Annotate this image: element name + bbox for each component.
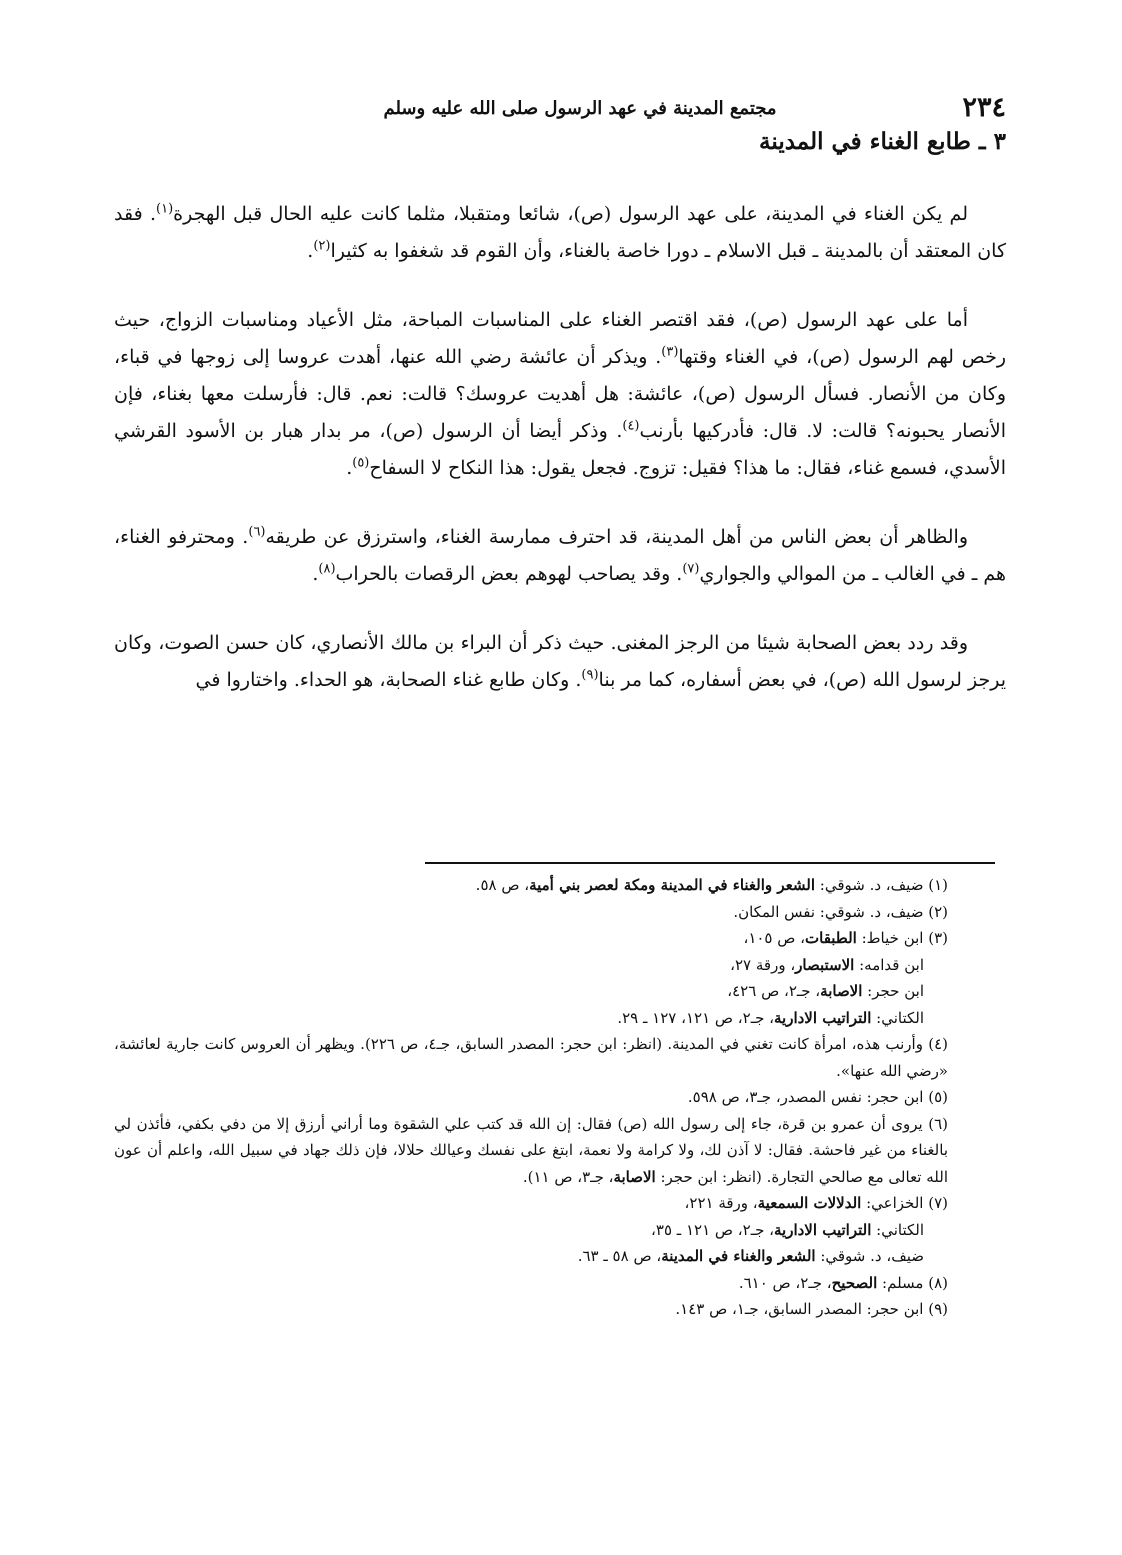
footnote — [114, 1190, 1006, 1217]
footnote-source-title: الشعر والغناء في المدينة — [661, 1247, 816, 1265]
footnote-source-title: التراتيب الادارية — [773, 1008, 872, 1027]
footnote-ref: (٩) — [581, 667, 599, 683]
paragraph-text: والظاهر أن بعض الناس من أهل المدينة، قد احترف ممارسة الغناء، واسترزق عن طريقه — [265, 526, 968, 548]
paragraph-text: . فقد كان المعتقد أن بالمدينة ـ قبل الاسلام ـ دورا خاصة بالغناء، وأن القوم قد شغفوا به كثيرا — [114, 203, 1006, 262]
paragraph-text: . ومحترفو الغناء، هم ـ في الغالب ـ من الموالي والجواري — [114, 526, 1006, 585]
page-header — [114, 92, 1006, 128]
footnote-text: (٧) الخزاعي: — [861, 1194, 948, 1212]
footnote-ref: (٧) — [682, 561, 700, 577]
footnote-continuation — [114, 1005, 1006, 1032]
footnote-text: ، جـ٢، ص ٦١٠. — [738, 1273, 832, 1292]
paragraph-text: . ويذكر أن عائشة رضي الله عنها، أهدت عروسا إلى زوجها في قباء، وكان من الأنصار. فسأل الرسول (ص)، عائشة: هل أهديت عروسك؟ قالت: نعم. قال: فأرسلت معها بغناء، فإن الأنصار يحبونه؟ قالت: لا. قال: فأدركيها بأرنب — [114, 346, 1006, 442]
paragraph-text: . — [312, 563, 319, 585]
footnote-source-title: الاصابة — [820, 982, 863, 1000]
footnote-text: ، ص ٥٨ ـ ٦٣. — [577, 1247, 662, 1265]
footnote-divider — [425, 862, 995, 864]
footnote-source-title: الطبقات — [805, 929, 857, 947]
footnote — [114, 1111, 1006, 1191]
footnote — [114, 1031, 1006, 1084]
footnote-ref: (٤) — [622, 418, 640, 434]
footnote-text: (٣) ابن خياط: — [856, 929, 948, 947]
paragraph — [114, 519, 1006, 593]
paragraph-text: أما على عهد الرسول (ص)، فقد اقتصر الغناء على المناسبات المباحة، مثل الأعياد ومناسبات الزواج، حيث رخص لهم الرسول (ص)، في الغناء وقتها — [114, 309, 1007, 368]
footnote-text: ، ص ١٠٥، — [743, 929, 805, 947]
footnote — [114, 925, 1006, 952]
footnote-text: الكتاني: — [871, 1220, 924, 1239]
footnote-text: ، جـ٢، ص ٤٢٦، — [727, 982, 821, 1000]
footnote-text: ، ورقة ٢٧، — [730, 955, 796, 974]
footnote-ref: (٣) — [661, 344, 679, 360]
footnote — [114, 1084, 1006, 1111]
footnote-source-title: الصحيح — [831, 1273, 878, 1292]
section-title: ٣ ـ طابع الغناء في المدينة — [759, 128, 1006, 155]
paragraph-text: . وقد يصاحب لهوهم بعض الرقصات بالحراب — [335, 563, 683, 585]
footnote-text: ضيف، د. شوقي: — [815, 1247, 924, 1265]
footnote-text: (٥) ابن حجر: نفس المصدر، جـ٣، ص ٥٩٨. — [687, 1088, 948, 1106]
paragraph — [114, 196, 1006, 270]
body-text — [114, 196, 1006, 731]
footnote-text: ، جـ٢، ص ١٢١ ـ ٣٥، — [651, 1220, 774, 1239]
footnote — [114, 1296, 1006, 1323]
footnote-continuation — [114, 978, 1006, 1005]
footnote-continuation — [114, 1217, 1006, 1244]
footnote-ref: (٢) — [313, 238, 331, 254]
footnote-text: الكتاني: — [871, 1008, 924, 1027]
footnote-text: ابن قدامه: — [854, 955, 924, 974]
footnote-ref: (٥) — [352, 455, 370, 471]
footnote — [114, 899, 1006, 926]
footnote-text: ابن حجر: — [862, 982, 924, 1000]
paragraph-text: . وكان طابع غناء الصحابة، هو الحداء. واختاروا في — [195, 669, 582, 691]
paragraph-text: وقد ردد بعض الصحابة شيئا من الرجز المغنى. حيث ذكر أن البراء بن مالك الأنصاري، كان حسن الصوت، وكان يرجز لرسول الله (ص)، في بعض أسفاره، كما مر بنا — [114, 632, 1006, 691]
page-number: ٢٣٤ — [962, 92, 1006, 123]
footnote-ref: (١) — [156, 201, 174, 217]
paragraph — [114, 302, 1006, 487]
paragraph-text: لم يكن الغناء في المدينة، على عهد الرسول (ص)، شائعا ومتقبلا، مثلما كانت عليه الحال قبل الهجرة — [173, 203, 968, 225]
footnote-continuation — [114, 1243, 1006, 1270]
footnote-text: (٩) ابن حجر: المصدر السابق، جـ١، ص ١٤٣. — [675, 1300, 948, 1318]
footnotes — [114, 872, 1006, 1323]
paragraph-text: . — [346, 457, 353, 479]
paragraph — [114, 625, 1006, 699]
paragraph-text: . — [307, 240, 314, 262]
footnote — [114, 872, 1006, 899]
footnote-source-title: الدلالات السمعية — [757, 1194, 862, 1212]
footnote-text: (٢) ضيف، د. شوقي: نفس المكان. — [733, 902, 948, 921]
footnote-source-title: الشعر والغناء في المدينة ومكة لعصر بني أمية — [529, 876, 816, 894]
footnote — [114, 1270, 1006, 1297]
footnote-source-title: الاستبصار — [795, 955, 855, 974]
footnote-text: (٨) مسلم: — [877, 1273, 948, 1292]
footnote-text: ، جـ٣، ص ١١). — [522, 1167, 614, 1186]
footnote-continuation — [114, 952, 1006, 979]
running-title: مجتمع المدينة في عهد الرسول صلى الله عليه وسلم — [383, 98, 777, 119]
footnote-text: ، ص ٥٨. — [475, 876, 530, 894]
footnote-text: (١) ضيف، د. شوقي: — [815, 876, 948, 894]
footnote-text: (٦) يروى أن عمرو بن قرة، جاء إلى رسول الله (ص) فقال: إن الله قد كتب علي الشقوة وما أراني أرزق إلا من دفي بكفي، فأئذن لي بالغناء من غير فاحشة. فقال: لا آذن لك، ولا كرامة ولا نعمة، ابتغ على نفسك وعيالك حلالا، فإن ذلك جهاد في سبيل الله، واعلم أن عون الله تعالى مع صالحي التجارة. (انظر: ابن حجر: — [114, 1114, 948, 1186]
footnote-text: ، جـ٢، ص ١٢١، ١٢٧ ـ ٢٩. — [617, 1008, 774, 1027]
footnote-source-title: الاصابة — [613, 1167, 656, 1186]
footnote-ref: (٦) — [248, 524, 266, 540]
footnote-ref: (٨) — [318, 561, 336, 577]
footnote-text: ، ورقة ٢٢١، — [684, 1194, 758, 1212]
paragraph-text: . وذكر أيضا أن الرسول (ص)، مر بدار هبار بن الأسود القرشي الأسدي، فسمع غناء، فقال: ما هذا؟ فقيل: تزوج. فجعل يقول: هذا النكاح لا السفاح — [114, 420, 1006, 479]
footnote-source-title: التراتيب الادارية — [773, 1220, 872, 1239]
footnote-text: (٤) وأرنب هذه، امرأة كانت تغني في المدينة. (انظر: ابن حجر: المصدر السابق، جـ٤، ص ٢٢٦). ويظهر أن العروس كانت جارية لعائشة، «رضي الله عنها». — [114, 1035, 948, 1080]
